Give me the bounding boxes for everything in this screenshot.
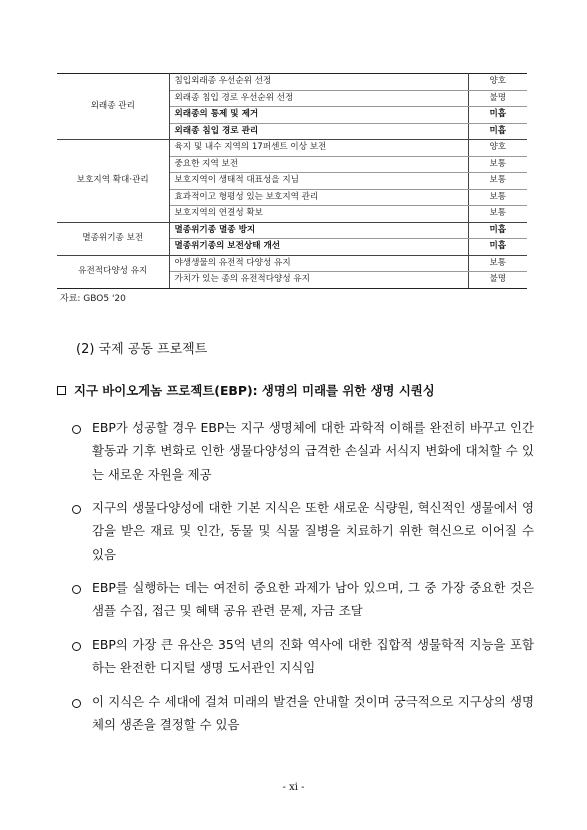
table-item-cell: 외래종의 통제 및 제거 [169,107,468,124]
bullet-item [72,581,534,623]
table-item-cell: 보호지역이 생태적 대표성을 지님 [169,173,468,190]
bullet-item [72,638,534,680]
bullet-text: EBP를 실행하는 데는 여전히 중요한 과제가 남아 있으며, 그 중 가장 중요한 것은 샘플 수집, 접근 및 혜택 공유 관련 문제, 자금 조달 [92,580,534,619]
page-number: - xi - [282,782,305,793]
table-item-cell: 중요한 지역 보전 [169,156,468,173]
table-status-cell: 보통 [468,189,527,206]
table-category-cell: 유전적다양성 유지 [57,255,169,288]
table-row [57,255,527,272]
table-item-cell: 야생생물의 유전적 다양성 유지 [169,255,468,272]
topic-text: 지구 바이오게놈 프로젝트(EBP): 생명의 미래를 위한 생명 시퀀싱 [74,383,435,398]
table-item-cell: 효과적이고 형평성 있는 보호지역 관리 [169,189,468,206]
table-row [57,74,527,91]
bullet-item [72,501,534,566]
status-table [57,73,527,289]
bullet-text: 이 지식은 수 세대에 걸쳐 미래의 발견을 안내할 것이며 궁극적으로 지구상의 생명체의 생존을 결정할 수 있음 [92,694,534,733]
table-category-cell: 멸종위기종 보전 [57,222,169,255]
table-status-cell: 양호 [468,140,527,157]
bullet-text: EBP의 가장 큰 유산은 35억 년의 진화 역사에 대한 집합적 생물학적 지능을 포함하는 완전한 디지털 생명 도서관인 지식임 [92,637,534,676]
table-status-cell: 보통 [468,206,527,223]
table-item-cell: 가치가 있는 종의 유전적다양성 유지 [169,272,468,289]
table-item-cell: 외래종 침입 경로 관리 [169,123,468,140]
table-source: 자료: GBO5 '20 [60,294,126,304]
table-item-cell: 외래종 침입 경로 우선순위 선정 [169,90,468,107]
table-status-cell: 보통 [468,255,527,272]
table-item-cell: 보호지역의 연결성 확보 [169,206,468,223]
table-item-cell: 육지 및 내수 지역의 17퍼센트 이상 보전 [169,140,468,157]
table-category-cell: 보호지역 확대·관리 [57,140,169,223]
table-status-cell: 미흡 [468,239,527,256]
table-status-cell: 보통 [468,156,527,173]
table-status-cell: 불명 [468,272,527,289]
bullet-item [72,421,534,486]
circle-bullet-icon [72,585,81,594]
table-category-cell: 외래종 관리 [57,74,169,140]
circle-bullet-icon [72,425,81,434]
table-row [57,140,527,157]
table-status-cell: 양호 [468,74,527,91]
circle-bullet-icon [72,699,81,708]
square-bullet-icon [57,386,66,395]
bullet-text: 지구의 생물다양성에 대한 기본 지식은 또한 새로운 식량원, 혁신적인 생물에서 영감을 받은 재료 및 인간, 동물 및 식물 질병을 치료하기 위한 혁신으로 이어질 수 있음 [92,500,534,562]
circle-bullet-icon [72,505,81,514]
table-item-cell: 멸종위기종의 보전상태 개선 [169,239,468,256]
section-heading: (2) 국제 공동 프로젝트 [76,342,208,357]
bullet-item [72,695,534,737]
table-status-cell: 불명 [468,90,527,107]
table-row [57,222,527,239]
table-status-cell: 미흡 [468,123,527,140]
table-item-cell: 침입외래종 우선순위 선정 [169,74,468,91]
topic-heading [57,381,435,399]
bullet-text: EBP가 성공할 경우 EBP는 지구 생명체에 대한 과학적 이해를 완전히 바꾸고 인간 활동과 기후 변화로 인한 생물다양성의 급격한 손실과 서식지 변화에 대처할 수 있는 새로운 자원을 제공 [92,420,534,482]
table-status-cell: 보통 [468,173,527,190]
table-item-cell: 멸종위기종 멸종 방지 [169,222,468,239]
circle-bullet-icon [72,642,81,651]
table-status-cell: 미흡 [468,222,527,239]
table-status-cell: 미흡 [468,107,527,124]
